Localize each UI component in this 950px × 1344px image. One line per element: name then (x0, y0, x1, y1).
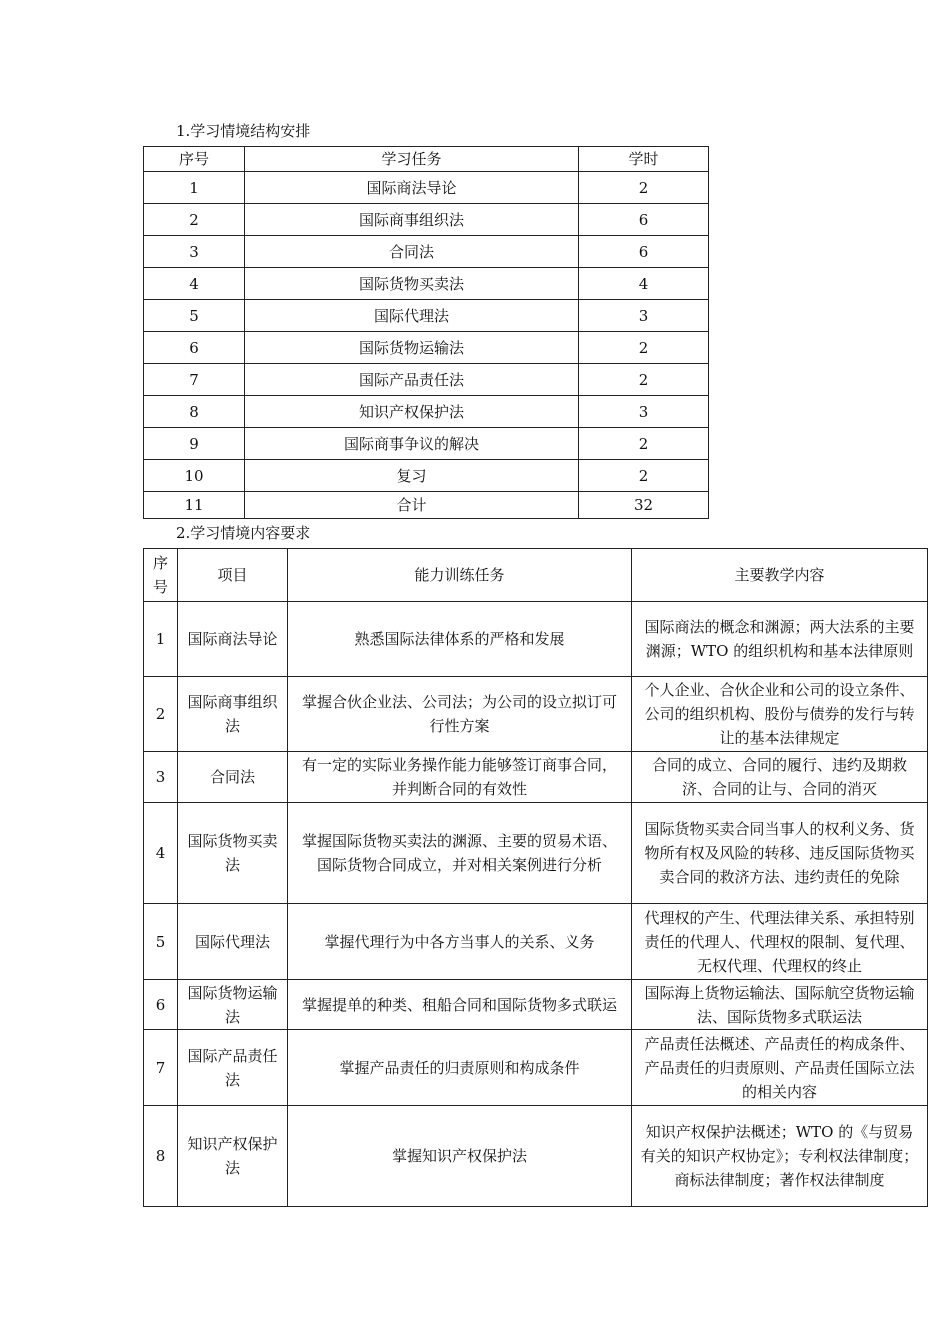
ability-task: 掌握代理行为中各方当事人的关系、义务 (288, 904, 632, 980)
no-header: 序号 (144, 147, 245, 172)
row-number: 1 (144, 172, 245, 204)
row-number: 6 (144, 332, 245, 364)
table-row (144, 428, 709, 460)
row-number: 5 (144, 300, 245, 332)
task-name: 国际商事组织法 (245, 204, 579, 236)
schedule-table (143, 146, 709, 519)
section2-heading: 2.学习情境内容要求 (176, 524, 311, 542)
row-number: 5 (144, 904, 178, 980)
table-row (144, 204, 709, 236)
item-name: 国际货物运输法 (178, 980, 288, 1030)
row-number: 1 (144, 602, 178, 677)
ability-task: 掌握知识产权保护法 (288, 1106, 632, 1207)
teaching-content: 国际海上货物运输法、国际航空货物运输法、国际货物多式联运法 (632, 980, 928, 1030)
hours: 6 (579, 236, 709, 268)
hours: 2 (579, 428, 709, 460)
table-row (144, 904, 928, 980)
hours-header: 学时 (579, 147, 709, 172)
ability-header: 能力训练任务 (288, 549, 632, 602)
task-header: 学习任务 (245, 147, 579, 172)
item-name: 国际商事组织法 (178, 677, 288, 752)
task-name: 国际货物运输法 (245, 332, 579, 364)
table-row (144, 332, 709, 364)
no-header: 序号 (144, 549, 178, 602)
row-number: 3 (144, 752, 178, 803)
row-number: 9 (144, 428, 245, 460)
task-name: 国际商法导论 (245, 172, 579, 204)
hours: 4 (579, 268, 709, 300)
task-name: 国际商事争议的解决 (245, 428, 579, 460)
row-number: 8 (144, 1106, 178, 1207)
row-number: 7 (144, 364, 245, 396)
table-row (144, 268, 709, 300)
section1-heading: 1.学习情境结构安排 (176, 122, 311, 140)
hours: 3 (579, 396, 709, 428)
content-header: 主要教学内容 (632, 549, 928, 602)
ability-task: 掌握国际货物买卖法的渊源、主要的贸易术语、国际货物合同成立，并对相关案例进行分析 (288, 803, 632, 904)
teaching-content: 国际商法的概念和渊源；两大法系的主要渊源；WTO 的组织机构和基本法律原则 (632, 602, 928, 677)
task-name: 国际代理法 (245, 300, 579, 332)
row-number: 11 (144, 492, 245, 519)
table-row (144, 752, 928, 803)
hours: 2 (579, 460, 709, 492)
teaching-content: 代理权的产生、代理法律关系、承担特别责任的代理人、代理权的限制、复代理、无权代理、代理权的终止 (632, 904, 928, 980)
table-row (144, 492, 709, 519)
row-number: 6 (144, 980, 178, 1030)
hours: 32 (579, 492, 709, 519)
task-name: 复习 (245, 460, 579, 492)
task-name: 合计 (245, 492, 579, 519)
table-row (144, 1106, 928, 1207)
teaching-content: 个人企业、合伙企业和公司的设立条件、公司的组织机构、股份与债券的发行与转让的基本法律规定 (632, 677, 928, 752)
row-number: 3 (144, 236, 245, 268)
ability-task: 掌握合伙企业法、公司法；为公司的设立拟订可行性方案 (288, 677, 632, 752)
table-row (144, 460, 709, 492)
teaching-content: 国际货物买卖合同当事人的权利义务、货物所有权及风险的转移、违反国际货物买卖合同的救济方法、违约责任的免除 (632, 803, 928, 904)
item-name: 合同法 (178, 752, 288, 803)
row-number: 2 (144, 204, 245, 236)
ability-task: 有一定的实际业务操作能力能够签订商事合同，并判断合同的有效性 (288, 752, 632, 803)
table-row (144, 677, 928, 752)
content-header-row (144, 549, 928, 602)
table-row (144, 236, 709, 268)
row-number: 7 (144, 1030, 178, 1106)
hours: 2 (579, 332, 709, 364)
row-number: 4 (144, 803, 178, 904)
task-name: 知识产权保护法 (245, 396, 579, 428)
task-name: 合同法 (245, 236, 579, 268)
content-requirements-table (143, 548, 928, 1207)
hours: 2 (579, 172, 709, 204)
item-name: 知识产权保护法 (178, 1106, 288, 1207)
ability-task: 掌握产品责任的归责原则和构成条件 (288, 1030, 632, 1106)
item-name: 国际货物买卖法 (178, 803, 288, 904)
ability-task: 掌握提单的种类、租船合同和国际货物多式联运 (288, 980, 632, 1030)
item-name: 国际产品责任法 (178, 1030, 288, 1106)
schedule-header-row (144, 147, 709, 172)
teaching-content: 知识产权保护法概述；WTO 的《与贸易有关的知识产权协定》；专利权法律制度；商标法律制度；著作权法律制度 (632, 1106, 928, 1207)
item-name: 国际商法导论 (178, 602, 288, 677)
row-number: 8 (144, 396, 245, 428)
table-row (144, 980, 928, 1030)
item-header: 项目 (178, 549, 288, 602)
table-row (144, 396, 709, 428)
item-name: 国际代理法 (178, 904, 288, 980)
row-number: 10 (144, 460, 245, 492)
teaching-content: 产品责任法概述、产品责任的构成条件、产品责任的归责原则、产品责任国际立法的相关内容 (632, 1030, 928, 1106)
hours: 6 (579, 204, 709, 236)
table-row (144, 172, 709, 204)
hours: 2 (579, 364, 709, 396)
ability-task: 熟悉国际法律体系的严格和发展 (288, 602, 632, 677)
table-row (144, 300, 709, 332)
table-row (144, 364, 709, 396)
row-number: 4 (144, 268, 245, 300)
table-row (144, 1030, 928, 1106)
hours: 3 (579, 300, 709, 332)
row-number: 2 (144, 677, 178, 752)
task-name: 国际产品责任法 (245, 364, 579, 396)
table-row (144, 803, 928, 904)
table-row (144, 602, 928, 677)
teaching-content: 合同的成立、合同的履行、违约及期救济、合同的让与、合同的消灭 (632, 752, 928, 803)
task-name: 国际货物买卖法 (245, 268, 579, 300)
